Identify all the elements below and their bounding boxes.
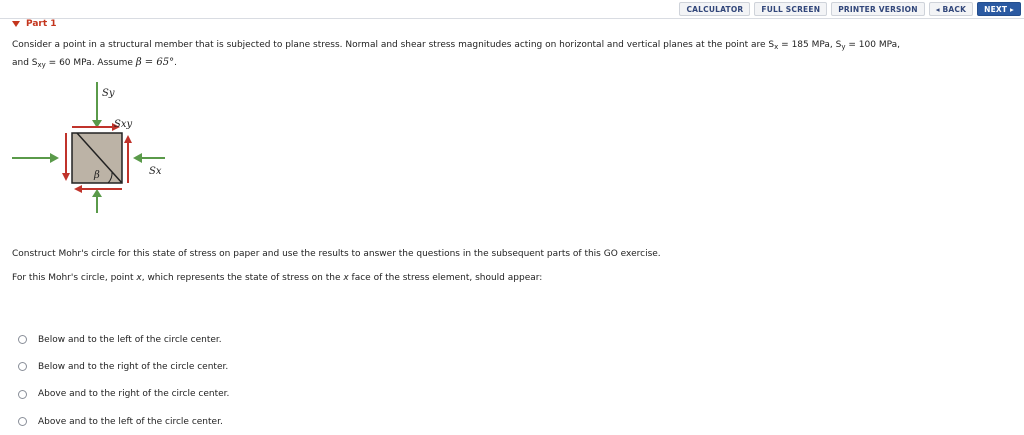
part-title: Part 1 (26, 19, 57, 29)
instruction-text: Construct Mohr's circle for this state of stress on paper and use the results to answer the questions in the subsequent parts of this GO exercise. (12, 249, 661, 259)
question-part: face of the stress element, should appear: (348, 273, 543, 283)
sy-subscript: y (841, 43, 846, 51)
answer-option[interactable] (18, 381, 229, 408)
problem-text: . (174, 58, 177, 68)
answer-option[interactable] (18, 353, 229, 380)
beta-value: β = 65° (135, 57, 175, 68)
sxy-bottom-shear-icon (74, 185, 82, 193)
question-point-x: x (136, 273, 142, 283)
stress-element-figure (10, 78, 180, 213)
sx-right-arrow-icon (133, 153, 142, 163)
beta-label: β (94, 170, 100, 181)
answer-options (18, 326, 229, 435)
question-part: , which represents the state of stress on the (141, 273, 344, 283)
answer-option[interactable] (18, 326, 229, 353)
sx-label: Sx (149, 166, 162, 177)
problem-text: = 60 MPa. Assume (45, 58, 136, 68)
radio-button[interactable] (18, 417, 27, 426)
sy-label: Sy (102, 88, 115, 99)
sx-left-arrow-icon (50, 153, 59, 163)
sx-subscript: x (774, 43, 779, 51)
calculator-button[interactable]: CALCULATOR (679, 2, 750, 16)
toolbar (679, 0, 1024, 18)
question-text (12, 273, 542, 283)
radio-button[interactable] (18, 335, 27, 344)
problem-statement (12, 37, 1017, 73)
next-button[interactable]: NEXT ▸ (977, 2, 1021, 16)
answer-option-label[interactable]: Above and to the left of the circle center. (38, 416, 223, 427)
sxy-right-shear-icon (124, 135, 132, 143)
full-screen-button[interactable]: FULL SCREEN (754, 2, 827, 16)
problem-text: and S (12, 58, 38, 68)
printer-version-button[interactable]: PRINTER VERSION (831, 2, 925, 16)
answer-option-label[interactable]: Above and to the right of the circle center. (38, 389, 230, 400)
sxy-subscript: xy (37, 61, 46, 69)
radio-button[interactable] (18, 390, 27, 399)
problem-text: Consider a point in a structural member that is subjected to plane stress. Normal and shear stress magnitudes acting on horizontal and vertical planes at the point are S (12, 40, 775, 50)
sxy-left-shear-icon (62, 173, 70, 181)
question-face-x: x (343, 273, 349, 283)
part-header[interactable] (12, 19, 57, 29)
sxy-label: Sxy (114, 119, 133, 130)
collapse-triangle-icon[interactable] (12, 21, 20, 27)
sy-bottom-arrow-icon (92, 189, 102, 197)
toolbar-divider (0, 18, 1024, 19)
radio-button[interactable] (18, 362, 27, 371)
problem-text: = 185 MPa, S (778, 40, 842, 50)
problem-text: = 100 MPa, (845, 40, 900, 50)
answer-option-label[interactable]: Below and to the left of the circle center. (38, 334, 222, 345)
back-button[interactable]: ◂ BACK (929, 2, 973, 16)
question-part: For this Mohr's circle, point (12, 273, 137, 283)
stress-element-svg (10, 78, 180, 213)
answer-option-label[interactable]: Below and to the right of the circle center. (38, 361, 229, 372)
